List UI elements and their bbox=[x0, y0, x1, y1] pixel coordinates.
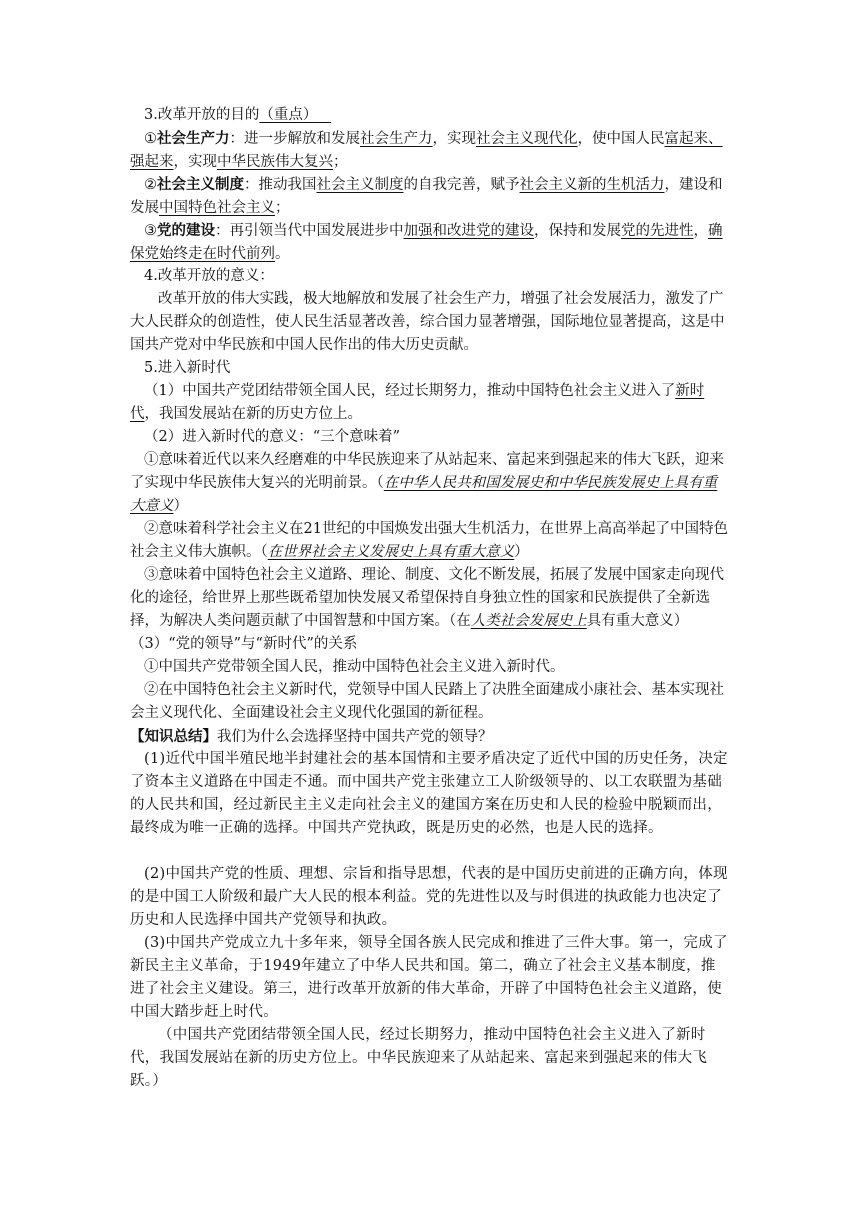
summary-tag: 【知识总结】 bbox=[130, 728, 217, 745]
meaning-1: ①意味着近代以来久经磨难的中华民族迎来了从站起来、富起来到强起来的伟大飞跃，迎来了实现中华民族伟大复兴的光明前景。（在中华人民共和国发展史和中华民族发展史上具有重大意义） bbox=[130, 452, 724, 514]
relation-1: ①中国共产党带领全国人民，推动中国特色社会主义进入新时代。 bbox=[144, 659, 565, 675]
section-5-heading: 5.进入新时代 bbox=[144, 360, 231, 376]
section-3-heading: 3.改革开放的目的（重点） bbox=[144, 107, 318, 123]
summary-question: 我们为什么会选择坚持中国共产党的领导？ bbox=[217, 729, 493, 745]
goal-productivity: ①社会生产力：进一步解放和发展社会生产力，实现社会主义现代化，使中国人民富起来、强起来，实现中华民族伟大复兴； bbox=[130, 130, 723, 170]
meaning-3: ③意味着中国特色社会主义道路、理论、制度、文化不断发展，拓展了发展中国家走向现代化的途径，给世界上那些既希望加快发展又希望保持自身独立性的国家和民族提供了全新选择，为解决人类问题贡献了中国智慧和中国方案。（在人类社会发展史上具有重大意义） bbox=[130, 567, 724, 629]
summary-point-2: (2)中国共产党的性质、理想、宗旨和指导思想，代表的是中国历史前进的正确方向，体现的是中国工人阶级和最广大人民的根本利益。党的先进性以及与时俱进的执政能力也决定了历史和人民选择中国共产党领导和执政。 bbox=[130, 866, 728, 928]
summary-point-1: (1)近代中国半殖民地半封建社会的基本国情和主要矛盾决定了近代中国的历史任务，决定了资本主义道路在中国走不通。而中国共产党主张建立工人阶级领导的、以工农联盟为基础的人民共和国，经过新民主主义走向社会主义的建国方案在历史和人民的检验中脱颖而出，最终成为唯一正确的选择。中国共产党执政，既是历史的必然，也是人民的选择。 bbox=[130, 751, 728, 836]
section-4-body: 改革开放的伟大实践，极大地解放和发展了社会生产力，增强了社会发展活力，激发了广大人民群众的创造性，使人民生活显著改善，综合国力显著增强，国际地位显著提高，这是中国共产党对中华民族和中国人民作出的伟大历史贡献。 bbox=[130, 291, 725, 353]
goal-socialist-system: ②社会主义制度：推动我国社会主义制度的自我完善，赋予社会主义新的生机活力，建设和发展中国特色社会主义； bbox=[130, 176, 723, 216]
relation-2: ②在中国特色社会主义新时代，党领导中国人民踏上了决胜全面建成小康社会、基本实现社会主义现代化、全面建设社会主义现代化强国的新征程。 bbox=[130, 682, 724, 721]
new-era-paragraph: （1）中国共产党团结带领全国人民，经过长期努力，推动中国特色社会主义进入了新时代，我国发展站在新的历史方位上。 bbox=[130, 383, 705, 422]
knowledge-summary-heading bbox=[130, 725, 730, 749]
party-new-era-heading: （3）“党的领导”与“新时代”的关系 bbox=[130, 636, 358, 652]
meaning-2: ②意味着科学社会主义在21世纪的中国焕发出强大生机活力，在世界上高高举起了中国特色社会主义伟大旗帜。（在世界社会主义发展史上具有重大意义） bbox=[130, 521, 728, 560]
new-era-significance-heading: （2）进入新时代的意义：“三个意味着” bbox=[144, 429, 401, 445]
summary-point-3: (3)中国共产党成立九十多年来，领导全国各族人民完成和推进了三件大事。第一，完成了新民主主义革命，于1949年建立了中华人民共和国。第二，确立了社会主义基本制度，推进了社会主义建设。第三，进行改革开放新的伟大革命，开辟了中国特色社会主义道路，使中国大踏步赶上时代。 bbox=[130, 935, 728, 1020]
summary-point-4: （中国共产党团结带领全国人民，经过长期努力，推动中国特色社会主义进入了新时代，我国发展站在新的历史方位上。中华民族迎来了从站起来、富起来到强起来的伟大飞跃。） bbox=[130, 1027, 708, 1089]
goal-party-building: ③党的建设：再引领当代中国发展进步中加强和改进党的建设，保持和发展党的先进性，确保党始终走在时代前列。 bbox=[130, 222, 723, 262]
section-4-heading: 4.改革开放的意义： bbox=[144, 268, 274, 284]
